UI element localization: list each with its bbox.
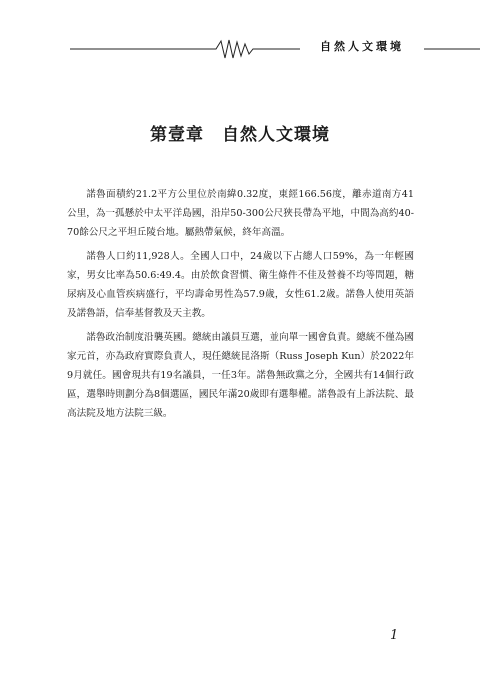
paragraph-geography: 諾魯面積約21.2平方公里位於南緯0.32度，東經166.56度，離赤道南方41公里，為一孤懸於中太平洋島國，沿岸50-300公尺狹長帶為平地，中間為高約40-70餘公尺之平坦丘陵台地。屬熱帶氣候，終年高溫。 [67,189,414,238]
body-text [67,185,414,428]
page-number: 1 [390,628,399,643]
running-header-title: 自然人文環境 [320,40,404,53]
running-header [0,0,480,70]
paragraph-politics: 諾魯政治制度沿襲英國。總統由議員互選，並向單一國會負責。總統不僅為國家元首，亦為政府實際負責人，現任總統昆洛斯（Russ Joseph Kun）於2022年9月就任。國會現共有19名議員，一任3年。諾魯無政黨之分，全國共有14個行政區，選舉時則劃分為8個選區，國民年滿20歲即有選舉權。諾魯設有上訴法院、最高法院及地方法院三級。 [67,332,414,419]
paragraph-population: 諾魯人口約11,928人。全國人口中，24歲以下占總人口59%，為一年輕國家，男女比率為50.6:49.4。由於飲食習慣、衛生條件不佳及營養不均等問題，糖尿病及心血管疾病盛行，平均壽命男性為57.9歲，女性61.2歲。諾魯人使用英語及諾魯語，信奉基督教及天主教。 [67,251,414,319]
chapter-title: 第壹章 自然人文環境 [150,125,330,145]
heartbeat-rule-decoration [0,0,480,70]
